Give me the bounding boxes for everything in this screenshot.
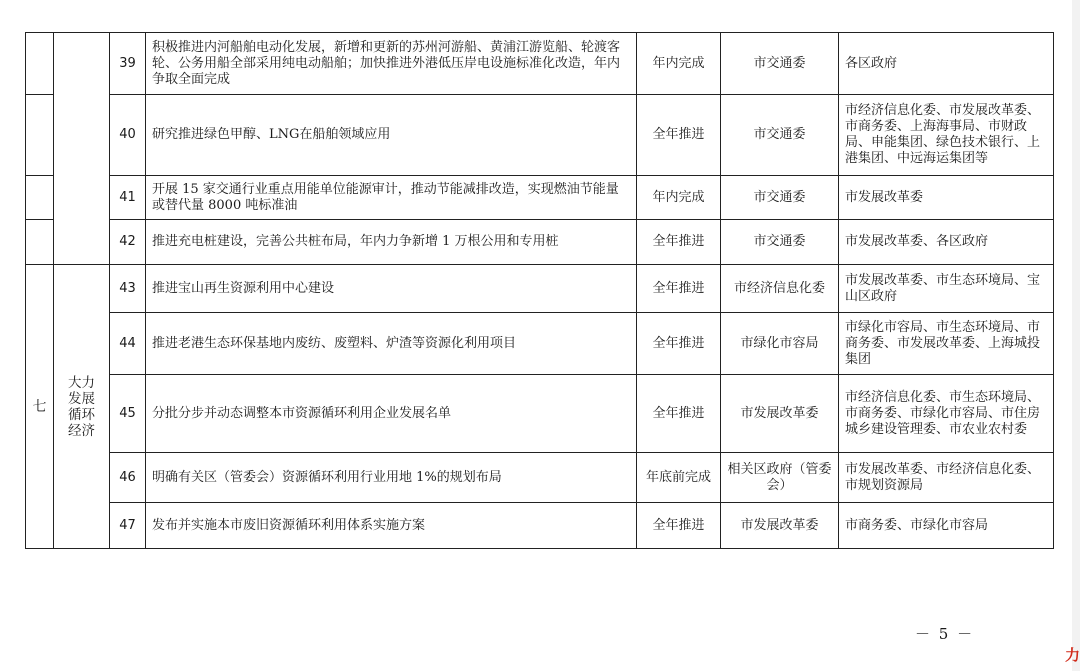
row-number: 41 bbox=[110, 176, 146, 220]
cooperating-units: 市发展改革委、市经济信息化委、市规划资源局 bbox=[839, 453, 1054, 503]
timeline: 全年推进 bbox=[637, 265, 721, 313]
category-cell-continued bbox=[54, 33, 110, 265]
task-text: 积极推进内河船舶电动化发展，新增和更新的苏州河游船、黄浦江游览船、轮渡客轮、公务用船全部采用纯电动船舶；加快推进外港低压岸电设施标准化改造，年内争取全面完成 bbox=[146, 33, 637, 95]
row-number: 42 bbox=[110, 220, 146, 265]
lead-unit: 市交通委 bbox=[721, 33, 839, 95]
cooperating-units: 市经济信息化委、市生态环境局、市商务委、市绿化市容局、市住房城乡建设管理委、市农业农村委 bbox=[839, 375, 1054, 453]
cooperating-units: 市绿化市容局、市生态环境局、市商务委、市发展改革委、上海城投集团 bbox=[839, 313, 1054, 375]
table-row bbox=[26, 375, 1054, 453]
table-row bbox=[26, 453, 1054, 503]
task-text: 推进充电桩建设，完善公共桩布局，年内力争新增 1 万根公用和专用桩 bbox=[146, 220, 637, 265]
lead-unit: 市经济信息化委 bbox=[721, 265, 839, 313]
table-row bbox=[26, 313, 1054, 375]
timeline: 全年推进 bbox=[637, 220, 721, 265]
corner-mark: 力 bbox=[1064, 646, 1080, 664]
cooperating-units: 市经济信息化委、市发展改革委、市商务委、上海海事局、市财政局、申能集团、绿色技术银行、上港集团、中远海运集团等 bbox=[839, 95, 1054, 176]
task-text: 推进宝山再生资源利用中心建设 bbox=[146, 265, 637, 313]
section-category: 大力发展循环经济 bbox=[54, 265, 110, 549]
timeline: 全年推进 bbox=[637, 375, 721, 453]
cooperating-units: 市发展改革委、市生态环境局、宝山区政府 bbox=[839, 265, 1054, 313]
row-number: 43 bbox=[110, 265, 146, 313]
row-number: 44 bbox=[110, 313, 146, 375]
table-row bbox=[26, 265, 1054, 313]
row-number: 40 bbox=[110, 95, 146, 176]
lead-unit: 市发展改革委 bbox=[721, 503, 839, 549]
task-text: 发布并实施本市废旧资源循环利用体系实施方案 bbox=[146, 503, 637, 549]
lead-unit: 市绿化市容局 bbox=[721, 313, 839, 375]
cooperating-units: 各区政府 bbox=[839, 33, 1054, 95]
cooperating-units: 市商务委、市绿化市容局 bbox=[839, 503, 1054, 549]
row-number: 45 bbox=[110, 375, 146, 453]
page-number: － 5 － bbox=[915, 625, 975, 643]
task-text: 明确有关区（管委会）资源循环利用行业用地 1%的规划布局 bbox=[146, 453, 637, 503]
section-cell-continued bbox=[26, 33, 54, 95]
timeline: 年底前完成 bbox=[637, 453, 721, 503]
row-number: 46 bbox=[110, 453, 146, 503]
task-text: 开展 15 家交通行业重点用能单位能源审计，推动节能减排改造，实现燃油节能量或替代量 8000 吨标准油 bbox=[146, 176, 637, 220]
task-text: 分批分步并动态调整本市资源循环利用企业发展名单 bbox=[146, 375, 637, 453]
lead-unit: 市交通委 bbox=[721, 220, 839, 265]
timeline: 年内完成 bbox=[637, 176, 721, 220]
table-row bbox=[26, 220, 1054, 265]
lead-unit: 市交通委 bbox=[721, 176, 839, 220]
timeline: 全年推进 bbox=[637, 313, 721, 375]
task-text: 研究推进绿色甲醇、LNG在船舶领域应用 bbox=[146, 95, 637, 176]
lead-unit: 市发展改革委 bbox=[721, 375, 839, 453]
cooperating-units: 市发展改革委、各区政府 bbox=[839, 220, 1054, 265]
table-row bbox=[26, 95, 1054, 176]
cooperating-units: 市发展改革委 bbox=[839, 176, 1054, 220]
table-row bbox=[26, 33, 1054, 95]
page-edge bbox=[1072, 0, 1080, 671]
table-row bbox=[26, 176, 1054, 220]
row-number: 39 bbox=[110, 33, 146, 95]
table-row bbox=[26, 503, 1054, 549]
timeline: 全年推进 bbox=[637, 95, 721, 176]
timeline: 年内完成 bbox=[637, 33, 721, 95]
section-number: 七 bbox=[26, 265, 54, 549]
row-number: 47 bbox=[110, 503, 146, 549]
lead-unit: 市交通委 bbox=[721, 95, 839, 176]
lead-unit: 相关区政府（管委会） bbox=[721, 453, 839, 503]
timeline: 全年推进 bbox=[637, 503, 721, 549]
task-text: 推进老港生态环保基地内废纺、废塑料、炉渣等资源化利用项目 bbox=[146, 313, 637, 375]
task-table bbox=[25, 32, 1054, 549]
